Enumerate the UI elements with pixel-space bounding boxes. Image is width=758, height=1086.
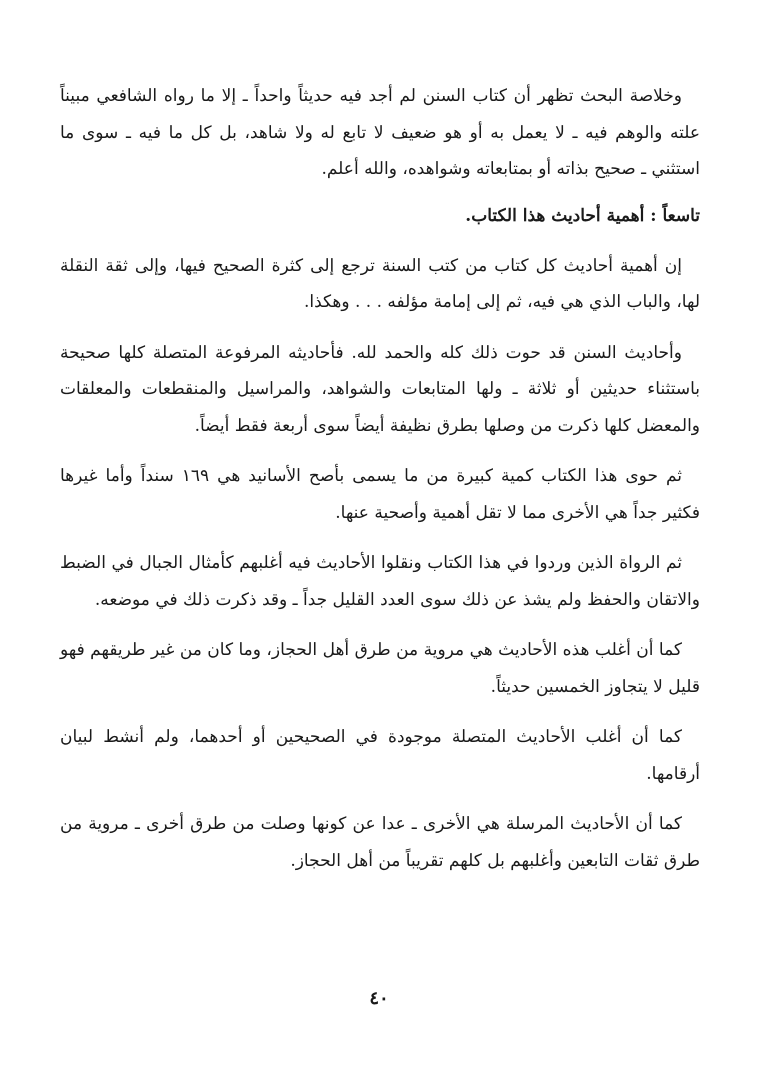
- paragraph-importance: إن أهمية أحاديث كل كتاب من كتب السنة ترجع إلى كثرة الصحيح فيها، وإلى ثقة النقلة لها، والباب الذي هي فيه، ثم إلى إمامة مؤلفه . . . وهكذا.: [60, 255, 700, 312]
- paragraph-mursal: كما أن الأحاديث المرسلة هي الأخرى ـ عدا عن كونها وصلت من طرق أخرى ـ مروية من طرق ثقات التابعين وأغلبهم بل كلهم تقريباً من أهل الحجاز.: [60, 814, 700, 871]
- page-number: ٤٠: [369, 988, 389, 1009]
- paragraph-conclusion: وخلاصة البحث تظهر أن كتاب السنن لم أجد فيه حديثاً واحداً ـ إلا ما رواه الشافعي مبيناً علته والوهم فيه ـ لا يعمل به أو هو ضعيف لا تابع له ولا شاهد، بل كل ما فيه ـ سوى ما استثني ـ صحيح بذاته أو بمتابعاته وشواهده، والله أعلم.: [60, 86, 700, 179]
- section-heading: تاسعاً : أهمية أحاديث هذا الكتاب.: [465, 205, 700, 226]
- paragraph-sahihayn: كما أن أغلب الأحاديث المتصلة موجودة في الصحيحين أو أحدهما، ولم أنشط لبيان أرقامها.: [60, 727, 700, 784]
- paragraph-narrators: ثم الرواة الذين وردوا في هذا الكتاب ونقلوا الأحاديث فيه أغلبهم كأمثال الجبال في الضبط والاتقان والحفظ ولم يشذ عن ذلك سوى العدد القليل جداً ـ وقد ذكرت ذلك في موضعه.: [60, 553, 700, 610]
- paragraph-hijaz: كما أن أغلب هذه الأحاديث هي مروية من طرق أهل الحجاز، وما كان من غير طريقهم فهو قليل لا يتجاوز الخمسين حديثاً.: [60, 640, 700, 697]
- paragraph-chains: ثم حوى هذا الكتاب كمية كبيرة من ما يسمى بأصح الأسانيد هي ١٦٩ سنداً وأما غيرها فكثير جداً هي الأخرى مما لا تقل أهمية وأصحية عنها.: [60, 466, 700, 523]
- paragraph-sunan-hadiths: وأحاديث السنن قد حوت ذلك كله والحمد لله. فأحاديثه المرفوعة المتصلة كلها صحيحة باستثناء حديثين أو ثلاثة ـ ولها المتابعات والشواهد، والمراسيل والمنقطعات والمعلقات والمعضل كلها ذكرت من وصلها بطرق نظيفة أيضاً سوى أربعة فقط أيضاً.: [60, 342, 700, 436]
